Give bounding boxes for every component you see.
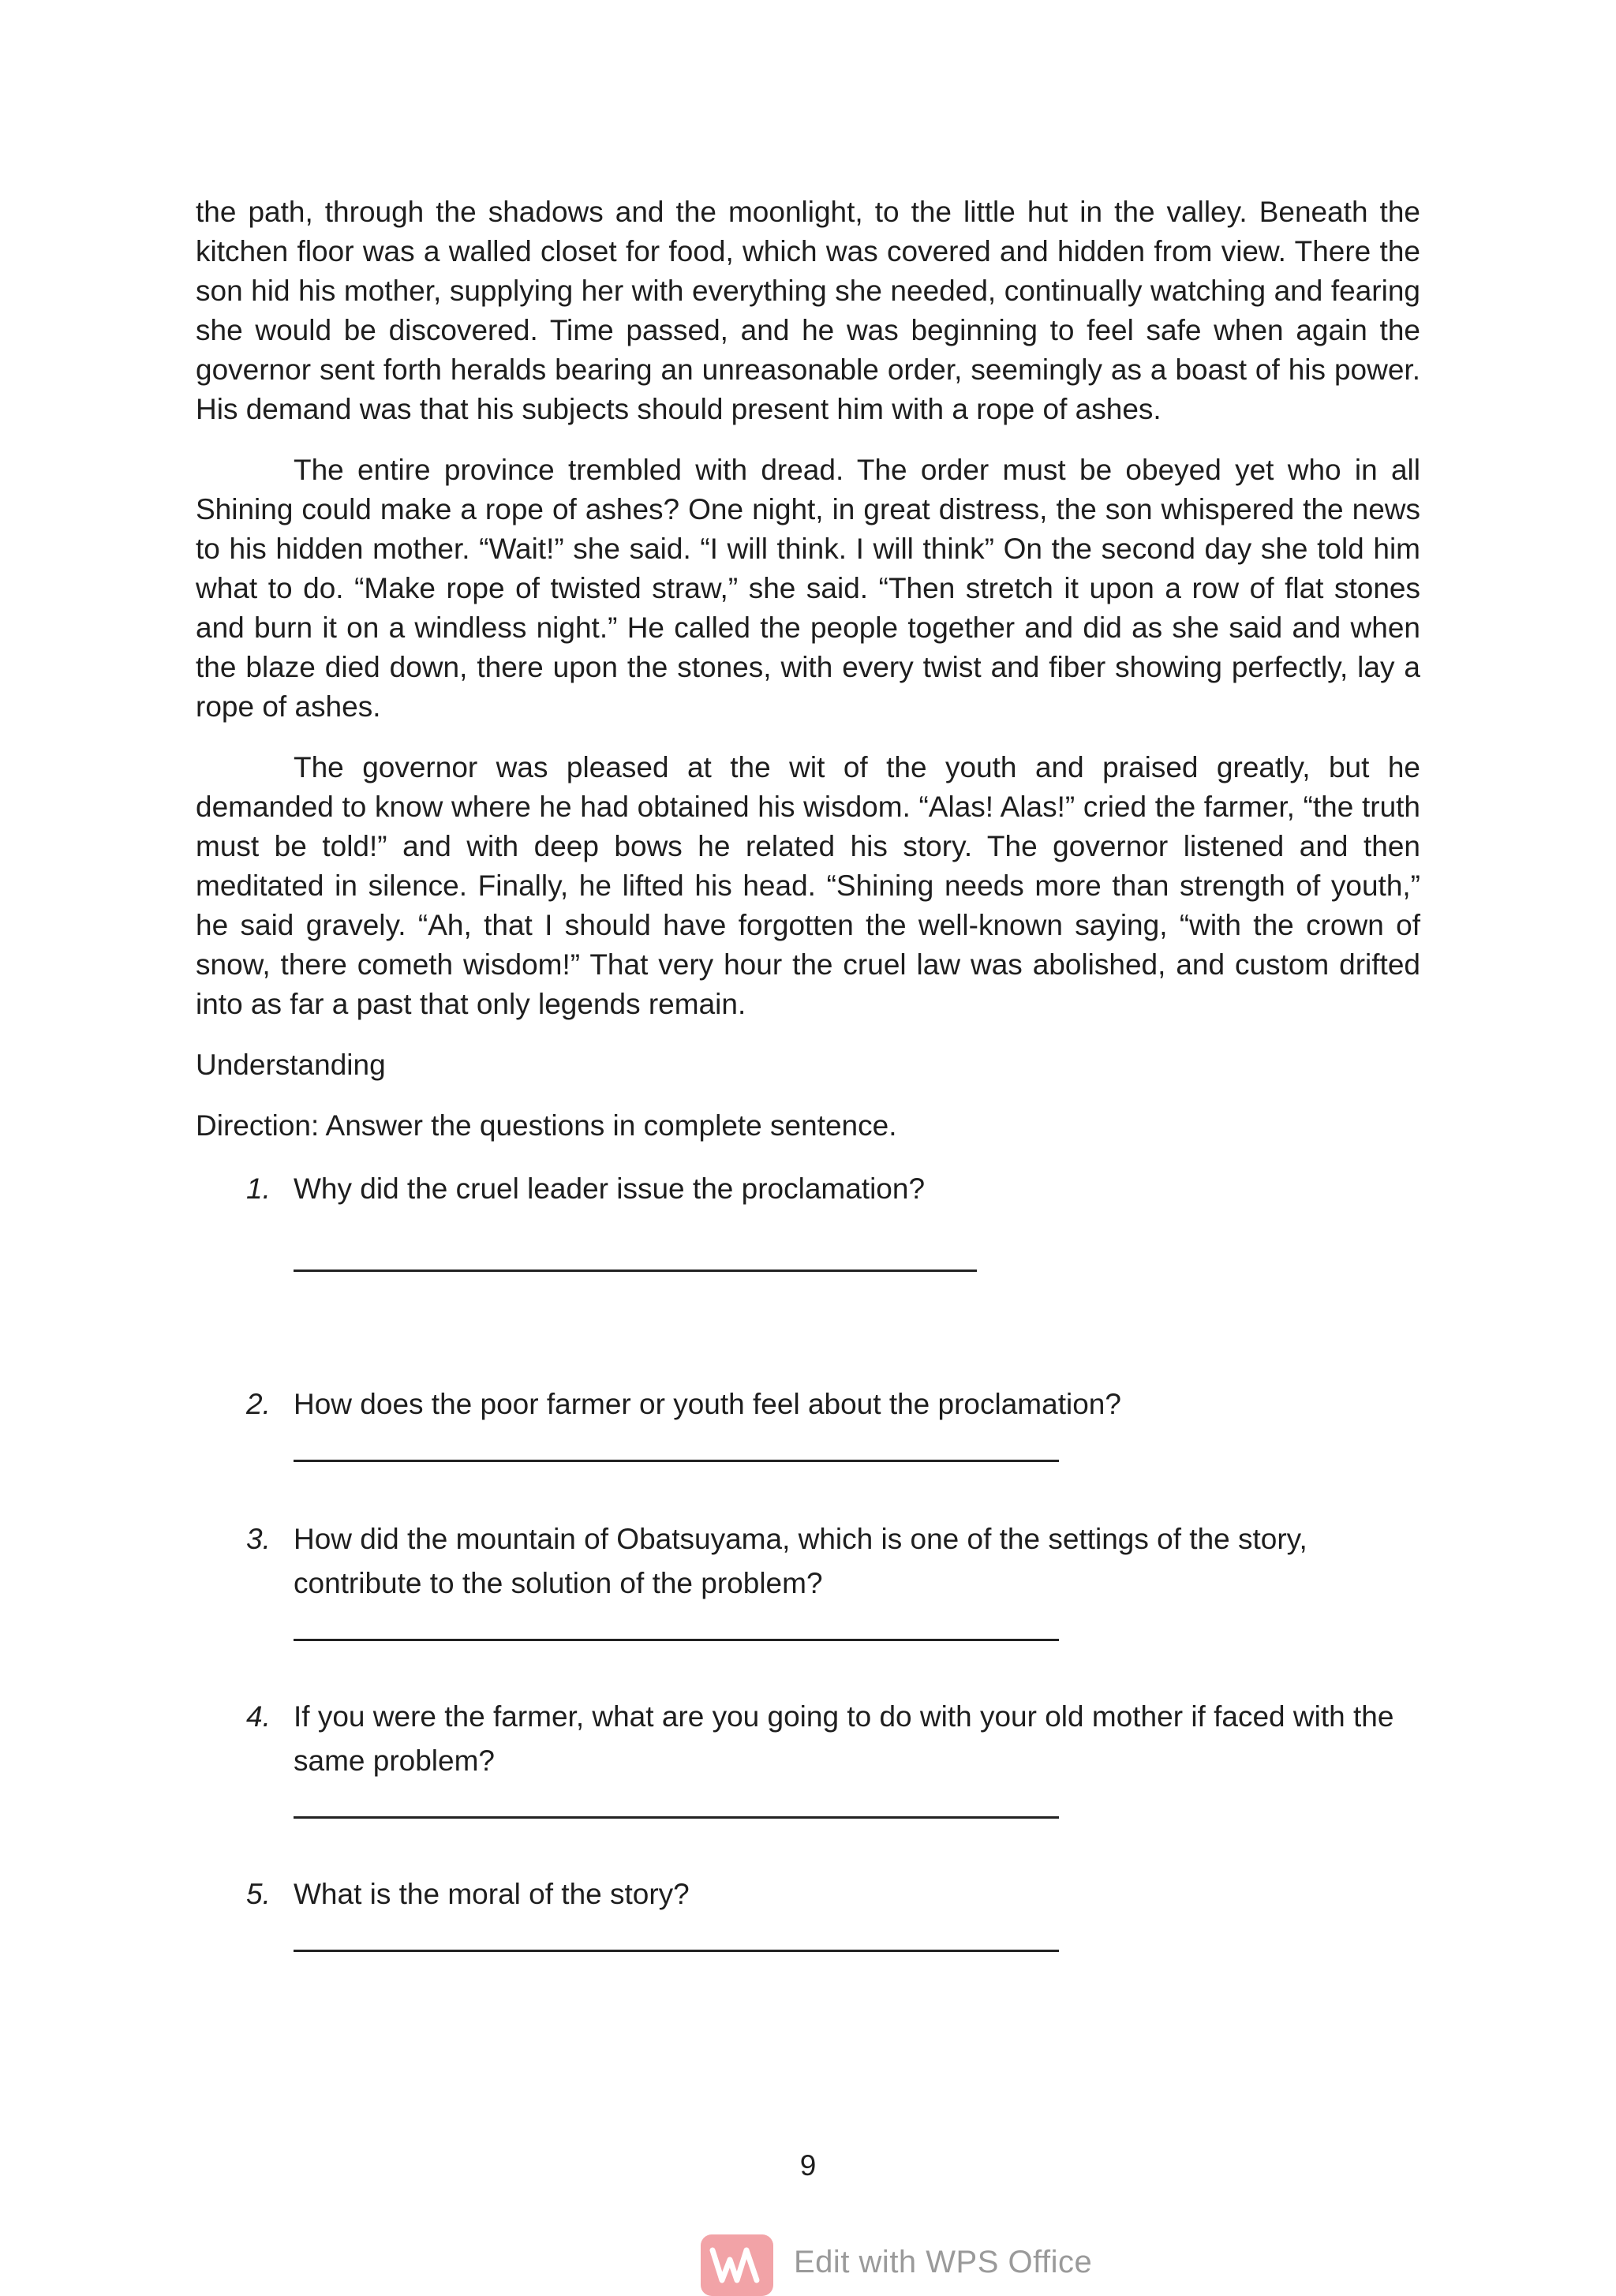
question-number: 5.: [246, 1878, 271, 1910]
question-text: How does the poor farmer or youth feel about the proclamation?: [294, 1388, 1121, 1420]
story-paragraph: the path, through the shadows and the moonlight, to the little hut in the valley. Beneath the kitchen floor was a walled closet for food, which was covered and hidden from view. There the son hid his mother, supplying her with everything she needed, continually watching and fearing she would be discovered. Time passed, and he was beginning to feel safe when again the governor sent forth heralds bearing an unreasonable order, seemingly as a boast of his power. His demand was that his subjects should present him with a rope of ashes.: [196, 196, 1420, 425]
answer-line[interactable]: [294, 1639, 1059, 1641]
answer-line[interactable]: [294, 1816, 1059, 1819]
question-text: If you were the farmer, what are you going to do with your old mother if faced with the same problem?: [294, 1700, 1394, 1777]
question-text: What is the moral of the story?: [294, 1878, 690, 1910]
direction-text: Direction: Answer the questions in complete sentence.: [196, 1109, 897, 1142]
document-page: [196, 193, 1420, 1952]
question-list: [196, 1167, 1420, 1952]
question-item: [196, 1167, 1420, 1272]
question-text: Why did the cruel leader issue the proclamation?: [294, 1172, 926, 1205]
answer-line[interactable]: [294, 1460, 1059, 1462]
question-number: 3.: [246, 1523, 271, 1555]
question-text: How did the mountain of Obatsuyama, which is one of the settings of the story, contribute to the solution of the problem?: [294, 1523, 1307, 1599]
section-heading: Understanding: [196, 1049, 386, 1081]
question-item: [196, 1517, 1420, 1641]
answer-line[interactable]: [294, 1950, 1059, 1952]
wps-logo-icon: [701, 2234, 773, 2296]
page-number: 9: [799, 2149, 817, 2182]
question-number: 1.: [246, 1172, 271, 1205]
answer-line[interactable]: [294, 1270, 977, 1272]
watermark-text: Edit with WPS Office: [794, 2245, 1093, 2279]
question-item: [196, 1872, 1420, 1952]
question-number: 2.: [246, 1388, 271, 1420]
wps-watermark: [701, 2234, 1111, 2284]
question-item: [196, 1695, 1420, 1819]
question-number: 4.: [246, 1700, 271, 1733]
story-paragraph: The entire province trembled with dread. The order must be obeyed yet who in all Shining could make a rope of ashes? One night, in great distress, the son whispered the news to his hidden mother. “Wait!” she said. “I will think. I will think” On the second day she told him what to do. “Make rope of twisted straw,” she said. “Then stretch it upon a row of flat stones and burn it on a windless night.” He called the people together and did as she said and when the blaze died down, there upon the stones, with every twist and fiber showing perfectly, lay a rope of ashes.: [196, 454, 1420, 723]
story-paragraph: The governor was pleased at the wit of the youth and praised greatly, but he demanded to know where he had obtained his wisdom. “Alas! Alas!” cried the farmer, “the truth must be told!” and with deep bows he related his story. The governor listened and then meditated in silence. Finally, he lifted his head. “Shining needs more than strength of youth,” he said gravely. “Ah, that I should have forgotten the well-known saying, “with the crown of snow, there cometh wisdom!” That very hour the cruel law was abolished, and custom drifted into as far a past that only legends remain.: [196, 751, 1420, 1020]
question-item: [196, 1382, 1420, 1462]
